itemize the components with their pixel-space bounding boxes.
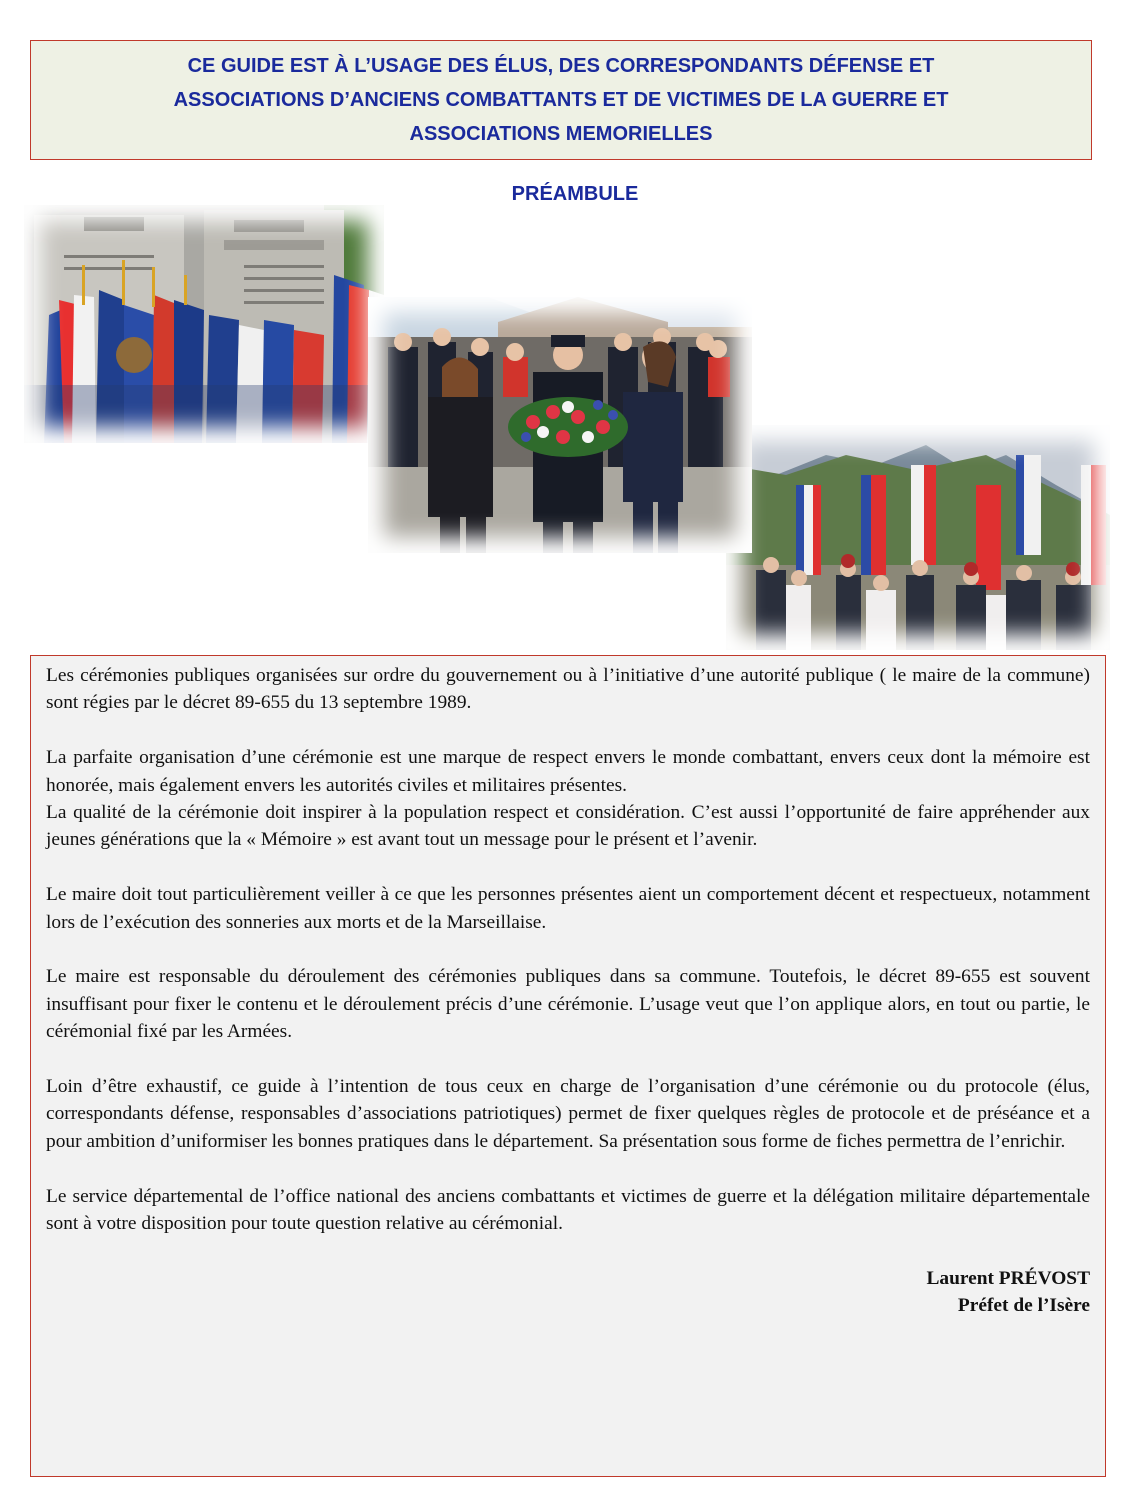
paragraph-7: Le service départemental de l’office national des anciens combattants et victimes de guerre et la délégation militaire départementale sont à votre disposition pour toute question relative au cérémonial. xyxy=(46,1185,1090,1235)
header-title-box xyxy=(30,40,1092,160)
preamble-text-box xyxy=(30,655,1106,1477)
paragraph-2: La parfaite organisation d’une cérémonie est une marque de respect envers le monde combattant, envers ceux dont la mémoire est honorée, mais également envers les autorités civiles et militaires présentes. xyxy=(46,747,1090,796)
header-title-line-2: ASSOCIATIONS D’ANCIENS COMBATTANTS ET DE VICTIMES DE LA GUERRE ET xyxy=(173,89,949,111)
wreath-laying-photo xyxy=(368,297,752,553)
section-title: PRÉAMBULE xyxy=(511,183,639,205)
paragraph-3: La qualité de la cérémonie doit inspirer à la population respect et considération. C’est aussi l’opportunité de faire appréhender aux jeunes générations que la « Mémoire » est avant tout un message pour le présent et l’avenir. xyxy=(46,802,1090,851)
paragraph-1: Les cérémonies publiques organisées sur ordre du gouvernement ou à l’initiative d’une autorité publique ( le maire de la commune) sont régies par le décret 89-655 du 13 septembre 1989. xyxy=(46,665,1090,714)
paragraph-4: Le maire doit tout particulièrement veiller à ce que les personnes présentes aient un comportement décent et respectueux, notamment lors de l’exécution des sonneries aux morts et de la Marseillaise. xyxy=(46,884,1090,933)
header-title-line-1: CE GUIDE EST À L’USAGE DES ÉLUS, DES CORRESPONDANTS DÉFENSE ET xyxy=(187,55,935,77)
signature-title: Préfet de l’Isère xyxy=(957,1294,1090,1316)
memorial-flags-photo xyxy=(24,205,384,443)
signature-name: Laurent PRÉVOST xyxy=(926,1267,1090,1289)
signature-block xyxy=(46,1265,1090,1319)
paragraph-6: Loin d’être exhaustif, ce guide à l’intention de tous ceux en charge de l’organisation d’une cérémonie ou du protocole (élus, correspondants défense, responsables d’associations patriotiques) permet de fixer quelques règles de protocole et de préséance et a pour ambition d’uniformiser les bonnes pratiques dans le département. Sa présentation sous forme de fiches permettra de l’enrichir. xyxy=(46,1076,1090,1152)
header-title-line-3: ASSOCIATIONS MEMORIELLES xyxy=(409,123,713,145)
flag-bearers-photo xyxy=(726,425,1110,650)
paragraph-5: Le maire est responsable du déroulement des cérémonies publiques dans sa commune. Toutefois, le décret 89-655 est souvent insuffisant pour fixer le contenu et le déroulement précis d’une cérémonie. L’usage veut que l’on applique alors, en tout ou partie, le cérémonial fixé par les Armées. xyxy=(46,966,1090,1043)
